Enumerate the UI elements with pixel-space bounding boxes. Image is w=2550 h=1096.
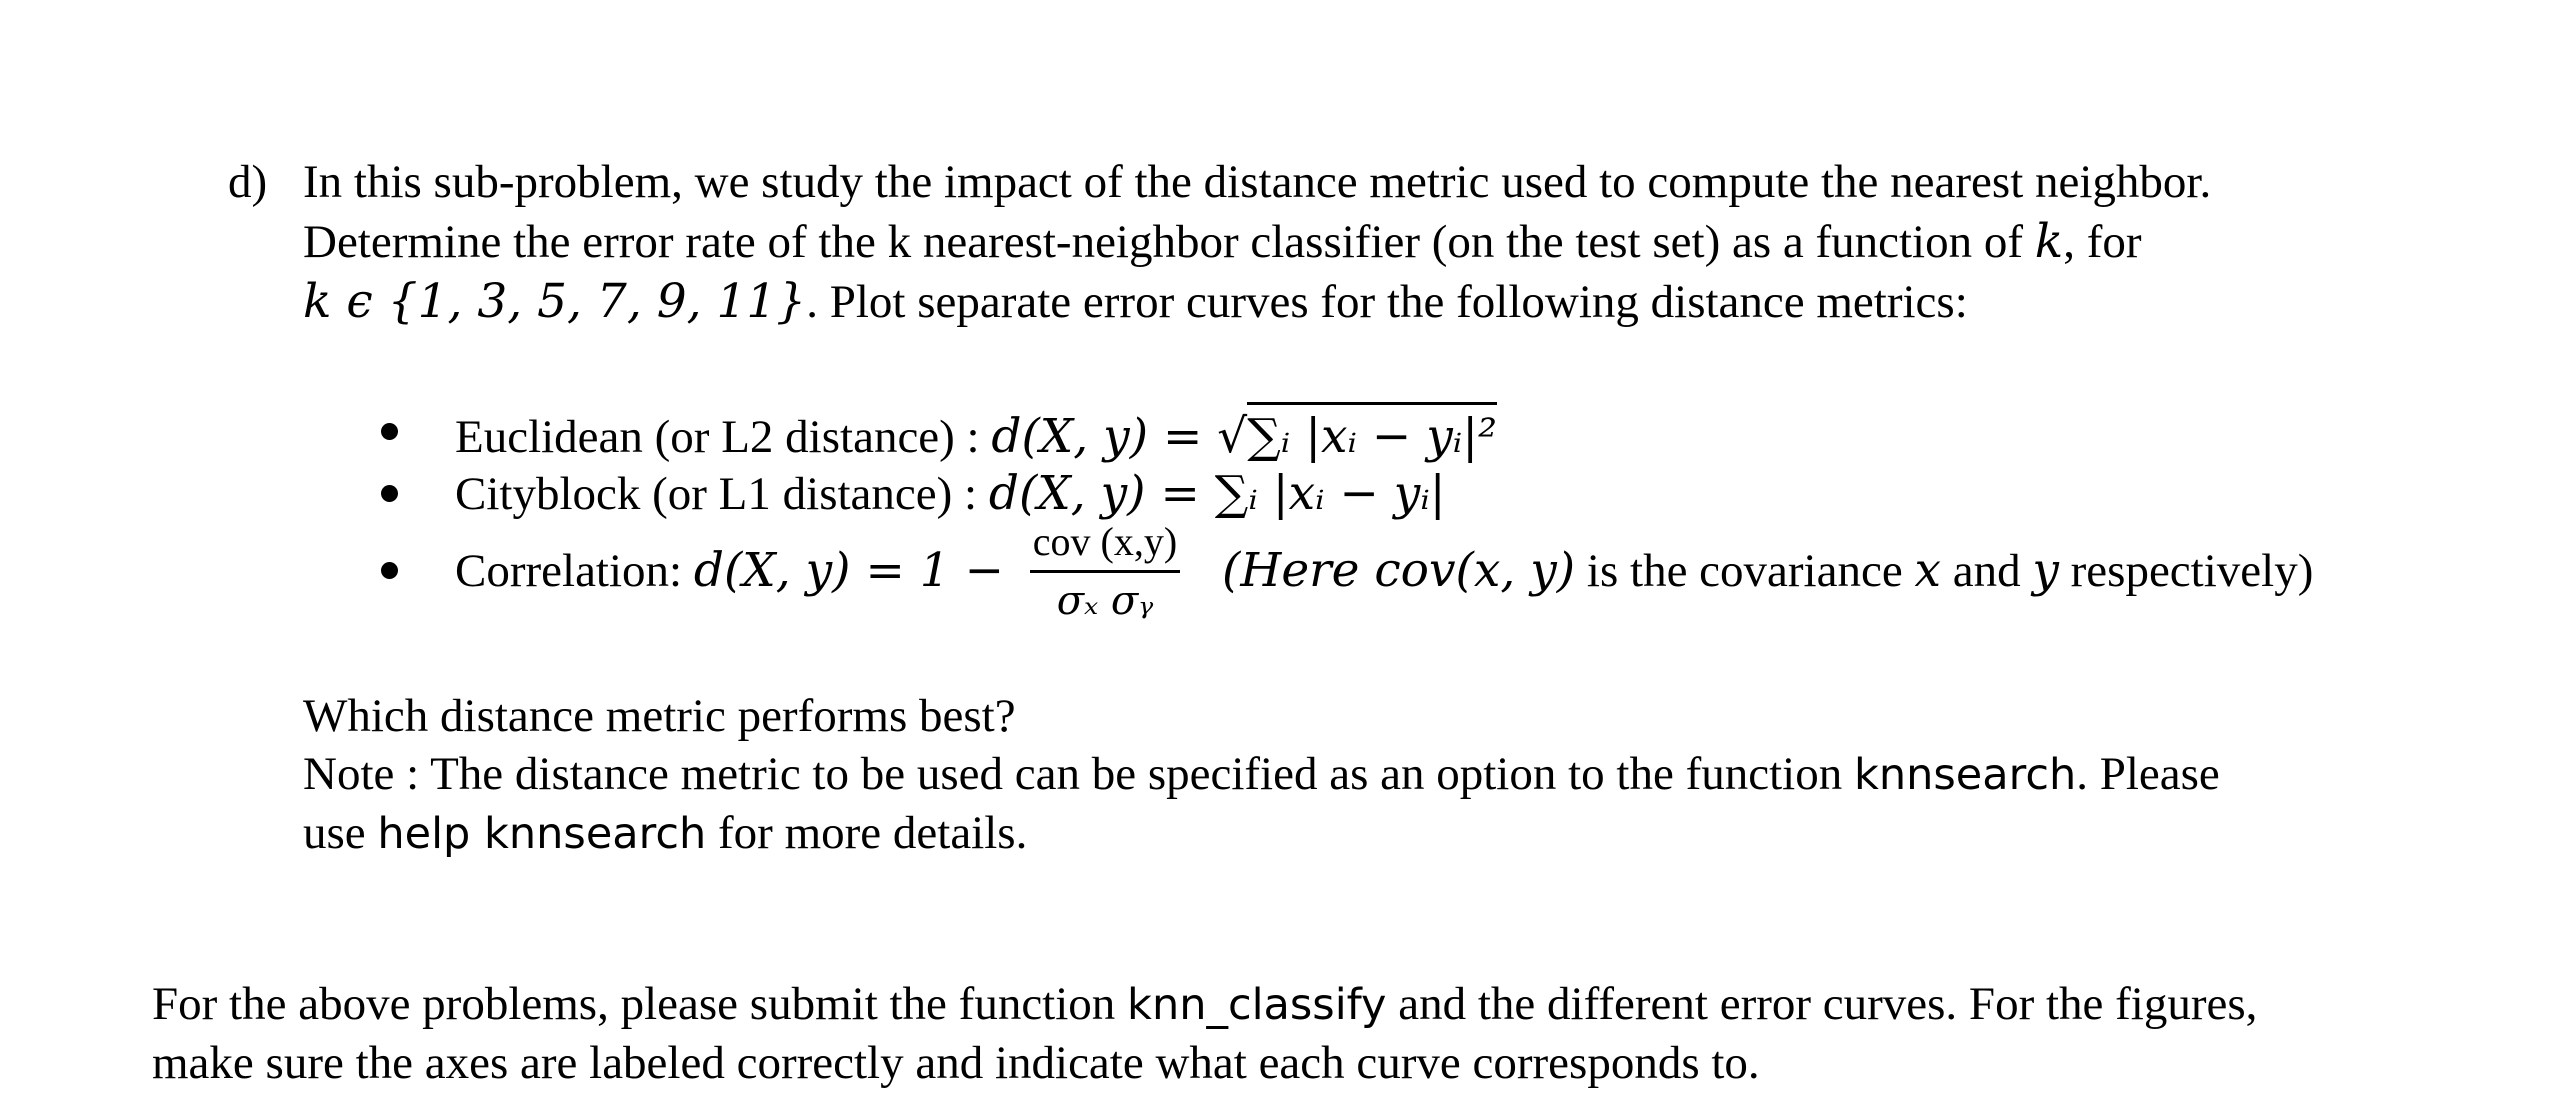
x-variable: x xyxy=(1914,543,1941,598)
correlation-note-math: (Here cov(x, y) xyxy=(1222,543,1576,598)
metric-cityblock-label: Cityblock (or L1 distance) : xyxy=(455,468,989,520)
note-text-a: Note : The distance metric to be used can be specified as an option to the function xyxy=(303,748,1854,800)
k-set-formula: k ϵ {1, 3, 5, 7, 9, 11} xyxy=(303,274,807,329)
intro-line-3 xyxy=(303,272,1968,332)
metric-euclidean-lhs: d(X, y) = xyxy=(991,409,1218,464)
metric-euclidean-rhs: ∑ᵢ |xᵢ − yᵢ|² xyxy=(1247,402,1497,467)
closing-function-name: knn_classify xyxy=(1127,980,1387,1030)
bullet-euclidean xyxy=(381,423,398,440)
metric-euclidean-label: Euclidean (or L2 distance) : xyxy=(455,411,992,463)
sqrt-symbol: √ xyxy=(1217,409,1248,464)
metric-correlation xyxy=(455,541,1004,601)
note-text-b: . Please xyxy=(2076,748,2220,800)
closing-line-1 xyxy=(152,974,2257,1035)
correlation-note-text-b: and xyxy=(1940,545,2033,597)
bullet-correlation xyxy=(381,562,398,579)
note-function-name: knnsearch xyxy=(1853,750,2077,800)
bullet-cityblock xyxy=(381,485,398,502)
intro-line-2-end: , for xyxy=(2063,216,2142,268)
metric-correlation-label: Correlation: xyxy=(455,545,694,597)
correlation-note-text-a: is the covariance xyxy=(1575,545,1915,597)
intro-line-2-text: Determine the error rate of the k nearest-neighbor classifier (on the test set) as a function of xyxy=(303,216,2035,268)
metric-cityblock xyxy=(455,464,1446,524)
note-help-command: help knnsearch xyxy=(377,809,707,859)
correlation-note xyxy=(1222,541,2313,601)
closing-text-b: and the different error curves. For the figures, xyxy=(1386,978,2258,1030)
intro-line-3-text: . Plot separate error curves for the following distance metrics: xyxy=(806,276,1968,328)
y-variable: y xyxy=(2032,543,2059,598)
note-text-d: for more details. xyxy=(706,807,1028,859)
intro-line-2 xyxy=(303,212,2142,272)
k-variable: k xyxy=(2034,214,2064,269)
closing-text-a: For the above problems, please submit the function xyxy=(152,978,1128,1030)
note-text-c: use xyxy=(303,807,378,859)
problem-label xyxy=(228,152,267,212)
question-text: Which distance metric performs best? xyxy=(303,690,1016,742)
correlation-note-text-c: respectively) xyxy=(2058,545,2314,597)
metric-euclidean xyxy=(455,402,1497,467)
note-line-2 xyxy=(303,803,1027,864)
closing-line-2 xyxy=(152,1033,1760,1093)
metric-cityblock-lhs: d(X, y) = xyxy=(988,466,1215,521)
question xyxy=(303,686,1016,746)
fraction-numerator: cov (x,y) xyxy=(1032,519,1178,564)
metric-cityblock-rhs: ∑ᵢ |xᵢ − yᵢ| xyxy=(1214,466,1446,521)
correlation-fraction xyxy=(1030,518,1180,625)
metric-correlation-lhs: d(X, y) = 1 − xyxy=(693,543,1004,598)
fraction-bar xyxy=(1030,570,1180,573)
fraction-denominator: σₓ σᵧ xyxy=(1056,578,1154,624)
closing-line-2-text: make sure the axes are labeled correctly and indicate what each curve corresponds to. xyxy=(152,1037,1760,1089)
note-line-1 xyxy=(303,744,2220,805)
problem-label-text: d) xyxy=(228,156,268,208)
intro-line-1 xyxy=(303,152,2211,212)
intro-line-1-text: In this sub-problem, we study the impact of the distance metric used to compute the nearest neighbor. xyxy=(303,156,2212,208)
